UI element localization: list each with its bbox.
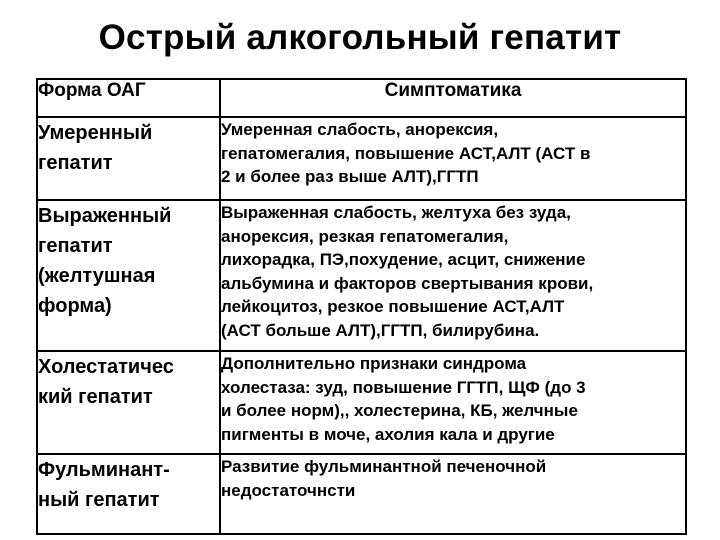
form-cell: Холестатичес кий гепатит (37, 351, 220, 454)
symptoms-cell: Умеренная слабость, анорексия, гепатомегалия, повышение АСТ,АЛТ (АСТ в 2 и более раз выше АЛТ),ГГТП (220, 117, 686, 200)
table-header-row (37, 79, 686, 117)
table-row (37, 117, 686, 200)
form-cell: Выраженный гепатит (желтушная форма) (37, 200, 220, 351)
table-row (37, 200, 686, 351)
oag-forms-table (36, 78, 687, 535)
form-cell: Умеренный гепатит (37, 117, 220, 200)
table-row (37, 454, 686, 534)
page-title: Острый алкогольный гепатит (98, 18, 622, 57)
symptoms-cell: Дополнительно признаки синдрома холестаза: зуд, повышение ГГТП, ЩФ (до 3 и более норм),, холестерина, КБ, желчные пигменты в моче, ахолия кала и другие (220, 351, 686, 454)
symptoms-cell: Развитие фульминантной печеночной недостаточнсти (220, 454, 686, 534)
symptoms-cell: Выраженная слабость, желтуха без зуда, анорексия, резкая гепатомегалия, лихорадка, ПЭ,похудение, асцит, снижение альбумина и факторов свертывания крови, лейкоцитоз, резкое повышение АСТ,АЛТ (АСТ больше АЛТ),ГГТП, билирубина. (220, 200, 686, 351)
header-symptoms: Симптоматика (220, 79, 686, 117)
header-form: Форма ОАГ (37, 79, 220, 117)
table-row (37, 351, 686, 454)
form-cell: Фульминант- ный гепатит (37, 454, 220, 534)
